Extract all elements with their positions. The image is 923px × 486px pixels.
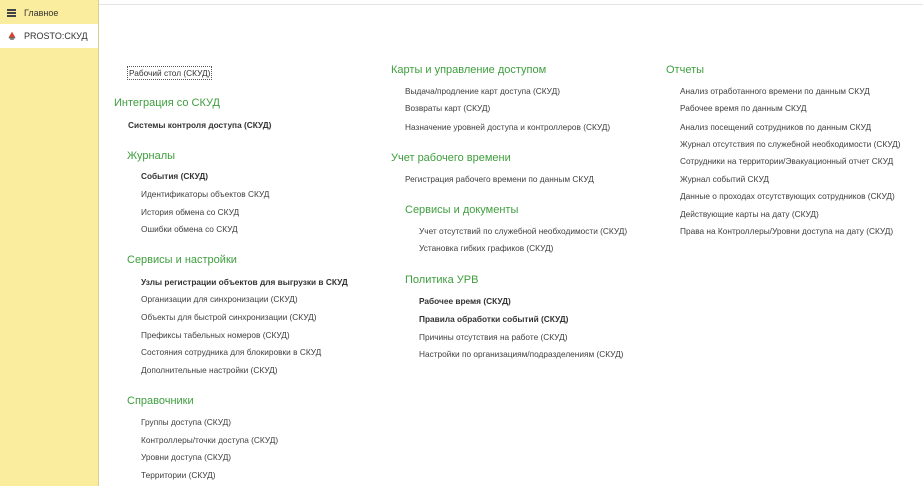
link-assign-levels[interactable]: Назначение уровней доступа и контроллеров (СКУД) xyxy=(405,122,611,132)
link-territories[interactable]: Территории (СКУД) xyxy=(141,470,216,480)
link-exchange-history[interactable]: История обмена со СКУД xyxy=(141,207,240,217)
link-access-levels[interactable]: Уровни доступа (СКУД) xyxy=(141,452,232,462)
link-fast-sync-objects[interactable]: Объекты для быстрой синхронизации (СКУД) xyxy=(141,312,317,322)
sidebar-item-label: PROSTO:СКУД xyxy=(24,31,88,41)
link-report-work-time[interactable]: Рабочее время по данным СКУД xyxy=(680,103,807,113)
link-events[interactable]: События (СКУД) xyxy=(141,171,209,181)
link-exchange-errors[interactable]: Ошибки обмена со СКУД xyxy=(141,224,238,234)
section-title-worktime: Учет рабочего времени xyxy=(391,152,511,164)
section-title-reports: Отчеты xyxy=(666,64,705,76)
section-title-urv: Политика УРВ xyxy=(405,274,479,286)
link-report-absence-journal[interactable]: Журнал отсутствия по служебной необходимости (СКУД) xyxy=(680,139,901,149)
link-object-identifiers[interactable]: Идентификаторы объектов СКУД xyxy=(141,189,270,199)
link-report-absent-passes[interactable]: Данные о проходах отсутствующих сотрудников (СКУД) xyxy=(680,191,895,201)
section-title-integration: Интеграция со СКУД xyxy=(114,97,220,109)
link-absence-accounting[interactable]: Учет отсутствий по служебной необходимости (СКУД) xyxy=(419,226,628,236)
section-title-references: Справочники xyxy=(127,395,194,407)
link-sync-organizations[interactable]: Организации для синхронизации (СКУД) xyxy=(141,294,298,304)
link-access-control-systems[interactable]: Системы контроля доступа (СКУД) xyxy=(128,120,272,130)
sidebar-item-label: Главное xyxy=(24,8,59,18)
link-report-events-journal[interactable]: Журнал событий СКУД xyxy=(680,174,769,184)
link-access-groups[interactable]: Группы доступа (СКУД) xyxy=(141,417,231,427)
link-registration-nodes[interactable]: Узлы регистрации объектов для выгрузки в СКУД xyxy=(141,277,348,287)
link-controllers[interactable]: Контроллеры/точки доступа (СКУД) xyxy=(141,435,279,445)
link-card-returns[interactable]: Возвраты карт (СКУД) xyxy=(405,103,491,113)
link-event-rules[interactable]: Правила обработки событий (СКУД) xyxy=(419,314,569,324)
link-absence-reasons[interactable]: Причины отсутствия на работе (СКУД) xyxy=(419,332,568,342)
link-org-settings[interactable]: Настройки по организациям/подразделениям (СКУД) xyxy=(419,349,624,359)
desktop-link[interactable]: Рабочий стол (СКУД) xyxy=(129,68,211,78)
link-worktime-registration[interactable]: Регистрация рабочего времени по данным СКУД xyxy=(405,174,594,184)
section-title-journals: Журналы xyxy=(127,150,176,162)
app-logo-icon xyxy=(7,31,17,41)
link-report-visits[interactable]: Анализ посещений сотрудников по данным СКУД xyxy=(680,122,872,132)
link-work-time[interactable]: Рабочее время (СКУД) xyxy=(419,296,511,306)
link-report-active-cards[interactable]: Действующие карты на дату (СКУД) xyxy=(680,209,819,219)
sidebar-item-main[interactable] xyxy=(0,2,98,24)
link-tabnum-prefixes[interactable]: Префиксы табельных номеров (СКУД) xyxy=(141,330,290,340)
main-content xyxy=(99,0,923,486)
sidebar-item-prosto-skud[interactable] xyxy=(0,24,98,48)
link-block-states[interactable]: Состояния сотрудника для блокировки в СКУД xyxy=(141,347,322,357)
sidebar xyxy=(0,0,99,486)
link-flex-schedules[interactable]: Установка гибких графиков (СКУД) xyxy=(419,243,554,253)
link-card-issue[interactable]: Выдача/продление карт доступа (СКУД) xyxy=(405,86,560,96)
section-title-cards: Карты и управление доступом xyxy=(391,64,547,76)
menu-icon xyxy=(7,8,17,18)
link-report-evacuation[interactable]: Сотрудники на территории/Эвакуационный отчет СКУД xyxy=(680,156,894,166)
link-additional-settings[interactable]: Дополнительные настройки (СКУД) xyxy=(141,365,278,375)
section-title-docs: Сервисы и документы xyxy=(405,204,519,216)
link-report-controller-rights[interactable]: Права на Контроллеры/Уровни доступа на дату (СКУД) xyxy=(680,226,894,236)
section-title-services: Сервисы и настройки xyxy=(127,254,237,266)
link-report-worked-time[interactable]: Анализ отработанного времени по данным СКУД xyxy=(680,86,870,96)
